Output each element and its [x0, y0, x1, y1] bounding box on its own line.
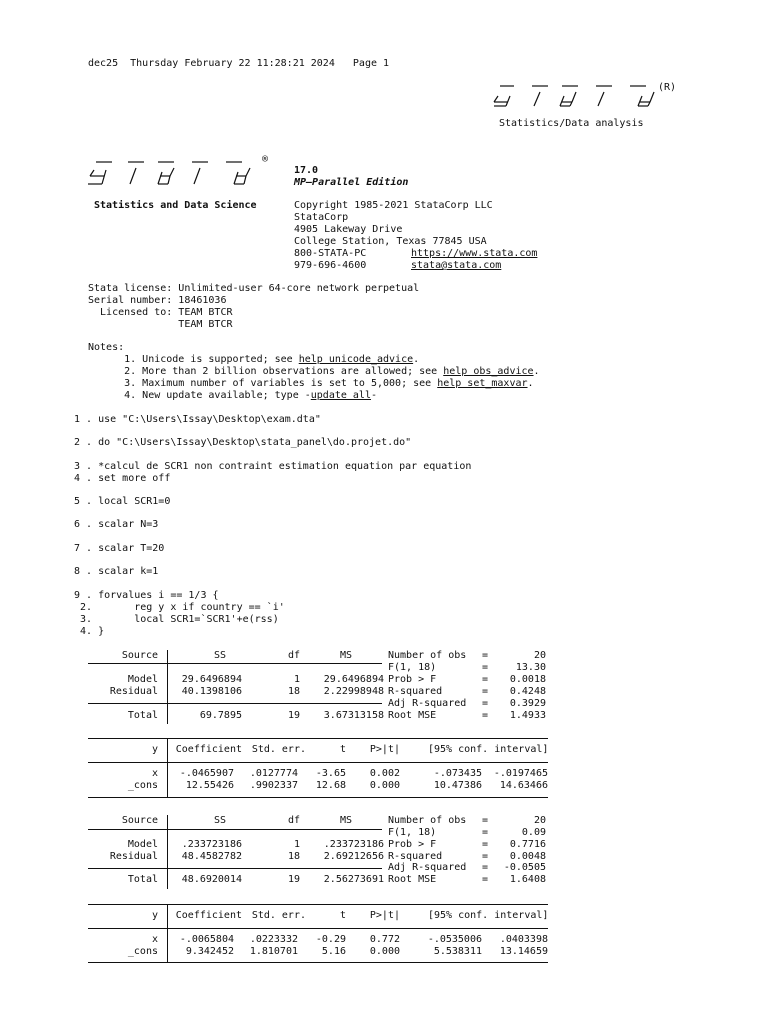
coef-cell: -.073435 [433, 768, 482, 779]
address-line2: College Station, Texas 77845 USA [294, 236, 487, 247]
coef-cell: -0.29 [315, 934, 346, 945]
anova-header-df: df [287, 650, 300, 661]
stat-eq: = [482, 698, 489, 709]
note-3 [88, 378, 534, 390]
coef-rule-top [88, 904, 548, 905]
coef-cell: -.0197465 [493, 768, 548, 779]
coef-header: y [151, 910, 158, 921]
coef-header: [95% conf. interval] [428, 744, 549, 755]
coef-header: P>|t| [369, 744, 400, 755]
coef-rule-mid [88, 928, 548, 929]
coef-header: Std. err. [251, 744, 306, 755]
stat-eq: = [482, 839, 489, 850]
anova-total-label: Total [127, 710, 158, 721]
log-line-4: 4 . set more off [68, 473, 171, 484]
anova-row-label: Residual [109, 851, 158, 862]
coef-cell: 0.000 [369, 946, 400, 957]
stat-label: Adj R-squared [388, 698, 467, 709]
anova-cell: 40.1398106 [181, 686, 242, 697]
note-2-text: 2. More than 2 billion observations are allowed; see [88, 366, 444, 377]
coef-row-label: _cons [127, 780, 158, 791]
log-line-9: 9 . forvalues i == 1/3 { [68, 590, 219, 601]
anova-cell: .233723186 [181, 839, 242, 850]
anova-total-cell: 19 [287, 710, 300, 721]
anova-cell: 18 [287, 851, 300, 862]
stat-label: R-squared [388, 851, 443, 862]
anova-total-cell: 19 [287, 874, 300, 885]
coef-header: Coefficient [175, 910, 242, 921]
license-line: Stata license: Unlimited-user 64-core network perpetual [88, 283, 420, 294]
log-line-5: 5 . local SCR1=0 [68, 496, 171, 507]
coef-header: Coefficient [175, 744, 242, 755]
licensed-to-line: Licensed to: TEAM BTCR [88, 307, 233, 318]
anova-row-label: Residual [109, 686, 158, 697]
coef-cell: -3.65 [315, 768, 346, 779]
stat-value: 0.09 [521, 827, 546, 838]
anova-cell: 18 [287, 686, 300, 697]
anova-cell: 29.6496894 [181, 674, 242, 685]
stat-label: F(1, 18) [388, 827, 437, 838]
coef-header: [95% conf. interval] [428, 910, 549, 921]
anova-cell: 2.22998948 [323, 686, 384, 697]
coef-cell: 5.538311 [433, 946, 482, 957]
note-4-end: - [370, 390, 378, 401]
note-1-end: . [413, 354, 420, 365]
note-2-end: . [533, 366, 540, 377]
stat-value: 1.6408 [509, 874, 546, 885]
anova-cell: 1 [293, 674, 300, 685]
stat-eq: = [482, 674, 489, 685]
log-line-7: 7 . scalar T=20 [68, 543, 165, 554]
stat-label: Prob > F [388, 674, 437, 685]
anova-total-cell: 3.67313158 [323, 710, 384, 721]
coef-header: Std. err. [251, 910, 306, 921]
phone-sales: 800-STATA-PC [294, 248, 367, 259]
serial-line: Serial number: 18461036 [88, 295, 227, 306]
anova-cell: 1 [293, 839, 300, 850]
anova-header-df: df [287, 815, 300, 826]
note-2 [88, 366, 540, 378]
coef-cell: 0.772 [369, 934, 400, 945]
coef-rule-bottom [88, 962, 548, 963]
stat-label: R-squared [388, 686, 443, 697]
anova-header-ms: MS [339, 650, 352, 661]
stat-eq: = [482, 815, 489, 826]
log-line-9-4: 4. } [68, 626, 105, 637]
coef-header: t [339, 744, 346, 755]
coef-cell: 13.14659 [499, 946, 548, 957]
anova-rule-mid [88, 703, 382, 704]
anova-header-ss: SS [213, 815, 226, 826]
anova-row-label: Model [127, 839, 158, 850]
coef-col-divider [167, 904, 168, 962]
coef-rule-mid [88, 762, 548, 763]
stat-label: Prob > F [388, 839, 437, 850]
anova-header-ms: MS [339, 815, 352, 826]
licensed-to-line2: TEAM BTCR [88, 319, 233, 330]
coef-header: y [151, 744, 158, 755]
stat-eq: = [482, 686, 489, 697]
stat-label: Root MSE [388, 874, 437, 885]
note-1-text: 1. Unicode is supported; see [88, 354, 299, 365]
log-line-3: 3 . *calcul de SCR1 non contraint estimation equation par equation [68, 461, 472, 472]
note-4 [88, 390, 377, 402]
anova-total-cell: 48.6920014 [181, 874, 242, 885]
log-line-9-2: 2. reg y x if country == `i' [68, 602, 285, 613]
anova-cell: 29.6496894 [323, 674, 384, 685]
anova-cell: .233723186 [323, 839, 384, 850]
page-header: dec25 Thursday February 22 11:28:21 2024 Page 1 [88, 58, 390, 69]
stat-eq: = [482, 874, 489, 885]
stat-value: 20 [533, 815, 546, 826]
coef-cell: -.0535006 [427, 934, 482, 945]
phone-main: 979-696-4600 [294, 260, 367, 271]
anova-row-label: Model [127, 674, 158, 685]
stat-value: -0.0505 [503, 862, 546, 873]
stata-email-link[interactable]: stata@stata.com [411, 260, 502, 271]
note-3-text: 3. Maximum number of variables is set to 5,000; see [88, 378, 438, 389]
coef-cell: 12.68 [315, 780, 346, 791]
coef-row-label: x [151, 934, 158, 945]
stat-label: Number of obs [388, 650, 467, 661]
help-unicode-link[interactable]: help unicode_advice [298, 354, 414, 365]
stata-website-link[interactable]: https://www.stata.com [411, 248, 538, 259]
log-line-8: 8 . scalar k=1 [68, 566, 159, 577]
coef-row-label: x [151, 768, 158, 779]
anova-rule-top [88, 829, 382, 830]
stat-value: 0.0048 [509, 851, 546, 862]
stat-value: 0.4248 [509, 686, 546, 697]
stata-tagline: Statistics and Data Science [94, 200, 257, 211]
coef-cell: 9.342452 [185, 946, 234, 957]
log-line-6: 6 . scalar N=3 [68, 519, 159, 530]
coef-header: P>|t| [369, 910, 400, 921]
coef-cell: 0.000 [369, 780, 400, 791]
coef-cell: .0403398 [499, 934, 548, 945]
stat-eq: = [482, 650, 489, 661]
anova-rule-top [88, 663, 382, 664]
anova-total-label: Total [127, 874, 158, 885]
stata-version: 17.0 [294, 165, 319, 176]
anova-header-source: Source [121, 650, 158, 661]
stat-eq: = [482, 710, 489, 721]
coef-cell: 10.47386 [433, 780, 482, 791]
help-maxvar-link[interactable]: help set_maxvar [437, 378, 528, 389]
anova-rule-mid [88, 868, 382, 869]
copyright: Copyright 1985-2021 StataCorp LLC [294, 200, 493, 211]
coef-col-divider [167, 738, 168, 798]
logo-caption: Statistics/Data analysis [499, 118, 644, 129]
coef-cell: .0223332 [249, 934, 298, 945]
help-obs-link[interactable]: help obs_advice [443, 366, 534, 377]
stat-label: Adj R-squared [388, 862, 467, 873]
coef-rule-top [88, 738, 548, 739]
stat-eq: = [482, 851, 489, 862]
coef-rule-bottom [88, 797, 548, 798]
log-line-2: 2 . do "C:\Users\Issay\Desktop\stata_panel\do.projet.do" [68, 437, 412, 448]
stat-label: Number of obs [388, 815, 467, 826]
anova-total-cell: 69.7895 [199, 710, 242, 721]
stat-eq: = [482, 862, 489, 873]
coef-cell: .9902337 [249, 780, 298, 791]
coef-cell: -.0065804 [179, 934, 234, 945]
stat-value: 13.30 [515, 662, 546, 673]
log-line-1: 1 . use "C:\Users\Issay\Desktop\exam.dta" [68, 414, 321, 425]
stat-value: 0.7716 [509, 839, 546, 850]
coef-row-label: _cons [127, 946, 158, 957]
coef-cell: 0.002 [369, 768, 400, 779]
stata-banner-logo [86, 160, 266, 188]
coef-cell: 12.55426 [185, 780, 234, 791]
stat-value: 20 [533, 650, 546, 661]
note-1 [88, 354, 419, 366]
note-3-end: . [527, 378, 534, 389]
stat-eq: = [482, 827, 489, 838]
stat-label: Root MSE [388, 710, 437, 721]
banner-reg-mark: ® [262, 154, 269, 165]
coef-cell: 14.63466 [499, 780, 548, 791]
registered-mark: (R) [658, 82, 677, 93]
log-line-9-3: 3. local SCR1=`SCR1'+e(rss) [68, 614, 279, 625]
stat-value: 0.3929 [509, 698, 546, 709]
coef-cell: -.0465907 [179, 768, 234, 779]
anova-header-source: Source [121, 815, 158, 826]
anova-total-cell: 2.56273691 [323, 874, 384, 885]
stata-edition: MP—Parallel Edition [294, 177, 409, 188]
note-4-text: 4. New update available; type - [88, 390, 311, 401]
coef-cell: .0127774 [249, 768, 298, 779]
coef-header: t [339, 910, 346, 921]
coef-cell: 1.810701 [249, 946, 298, 957]
stat-eq: = [482, 662, 489, 673]
coef-cell: 5.16 [321, 946, 346, 957]
anova-header-ss: SS [213, 650, 226, 661]
anova-cell: 2.69212656 [323, 851, 384, 862]
stat-value: 1.4933 [509, 710, 546, 721]
anova-cell: 48.4582782 [181, 851, 242, 862]
stat-value: 0.0018 [509, 674, 546, 685]
anova-col-divider [167, 650, 168, 724]
stata-corner-logo [492, 82, 668, 118]
notes-heading: Notes: [88, 342, 125, 353]
update-all-link[interactable]: update all [310, 390, 371, 401]
stat-label: F(1, 18) [388, 662, 437, 673]
address-line1: 4905 Lakeway Drive [294, 224, 403, 235]
anova-col-divider [167, 815, 168, 889]
company: StataCorp [294, 212, 349, 223]
